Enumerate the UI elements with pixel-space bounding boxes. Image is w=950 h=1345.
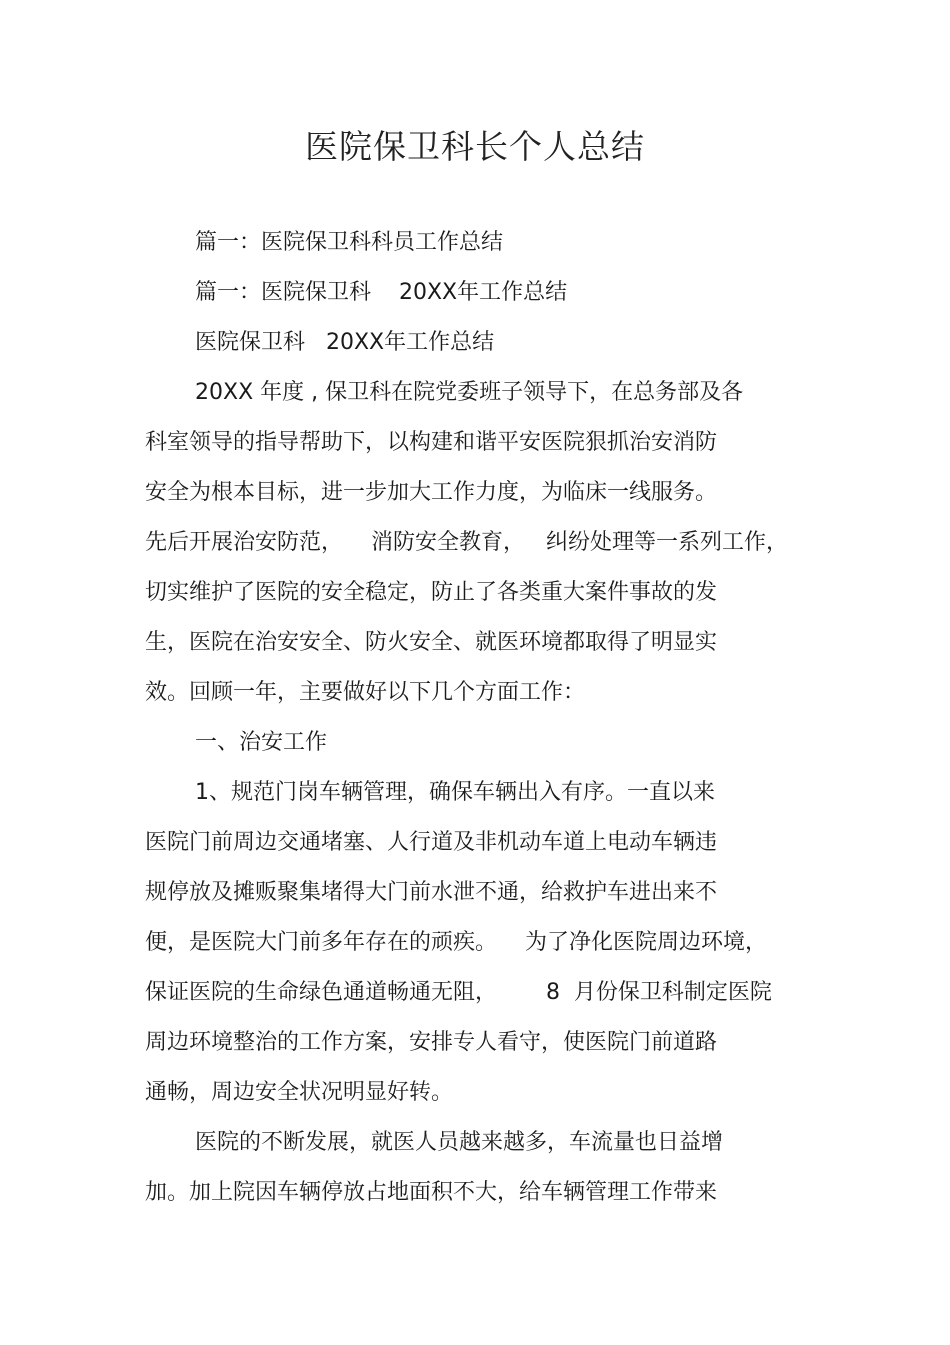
text-line: 篇一：医院保卫科科员工作总结	[195, 230, 504, 255]
text-line: 效。回顾一年，主要做好以下几个方面工作：	[145, 680, 586, 705]
text-line: 生，医院在治安安全、防火安全、就医环境都取得了明显实	[145, 630, 718, 655]
text-line: 保证医院的生命绿色通道畅通无阻， 8 月份保卫科制定医院	[145, 980, 772, 1005]
text-line: 医院保卫科 20XX年工作总结	[195, 330, 495, 355]
text-line: 加。加上院因车辆停放占地面积不大，给车辆管理工作带来	[145, 1180, 718, 1205]
text-line: 先后开展治安防范， 消防安全教育， 纠纷处理等一系列工作，	[145, 530, 788, 555]
section-heading: 一、治安工作	[195, 730, 328, 755]
text-line: 便，是医院大门前多年存在的顽疾。 为了净化医院周边环境，	[145, 930, 767, 955]
text-line: 20XX 年度 , 保卫科在院党委班子领导下，在总务部及各	[195, 380, 744, 405]
text-line: 1、规范门岗车辆管理，确保车辆出入有序。一直以来	[195, 780, 715, 805]
text-line: 科室领导的指导帮助下，以构建和谐平安医院狠抓治安消防	[145, 430, 718, 455]
text-line: 通畅，周边安全状况明显好转。	[145, 1080, 454, 1105]
document-title: 医院保卫科长个人总结	[305, 127, 645, 166]
text-line: 切实维护了医院的安全稳定，防止了各类重大案件事故的发	[145, 580, 718, 605]
text-line: 安全为根本目标，进一步加大工作力度，为临床一线服务。	[145, 480, 718, 505]
text-line: 规停放及摊贩聚集堵得大门前水泄不通，给救护车进出来不	[145, 880, 718, 905]
text-line: 周边环境整治的工作方案，安排专人看守，使医院门前道路	[145, 1030, 718, 1055]
text-line: 医院的不断发展，就医人员越来越多，车流量也日益增	[195, 1130, 724, 1155]
text-line: 医院门前周边交通堵塞、人行道及非机动车道上电动车辆违	[145, 830, 718, 855]
text-line: 篇一：医院保卫科 20XX年工作总结	[195, 280, 568, 305]
